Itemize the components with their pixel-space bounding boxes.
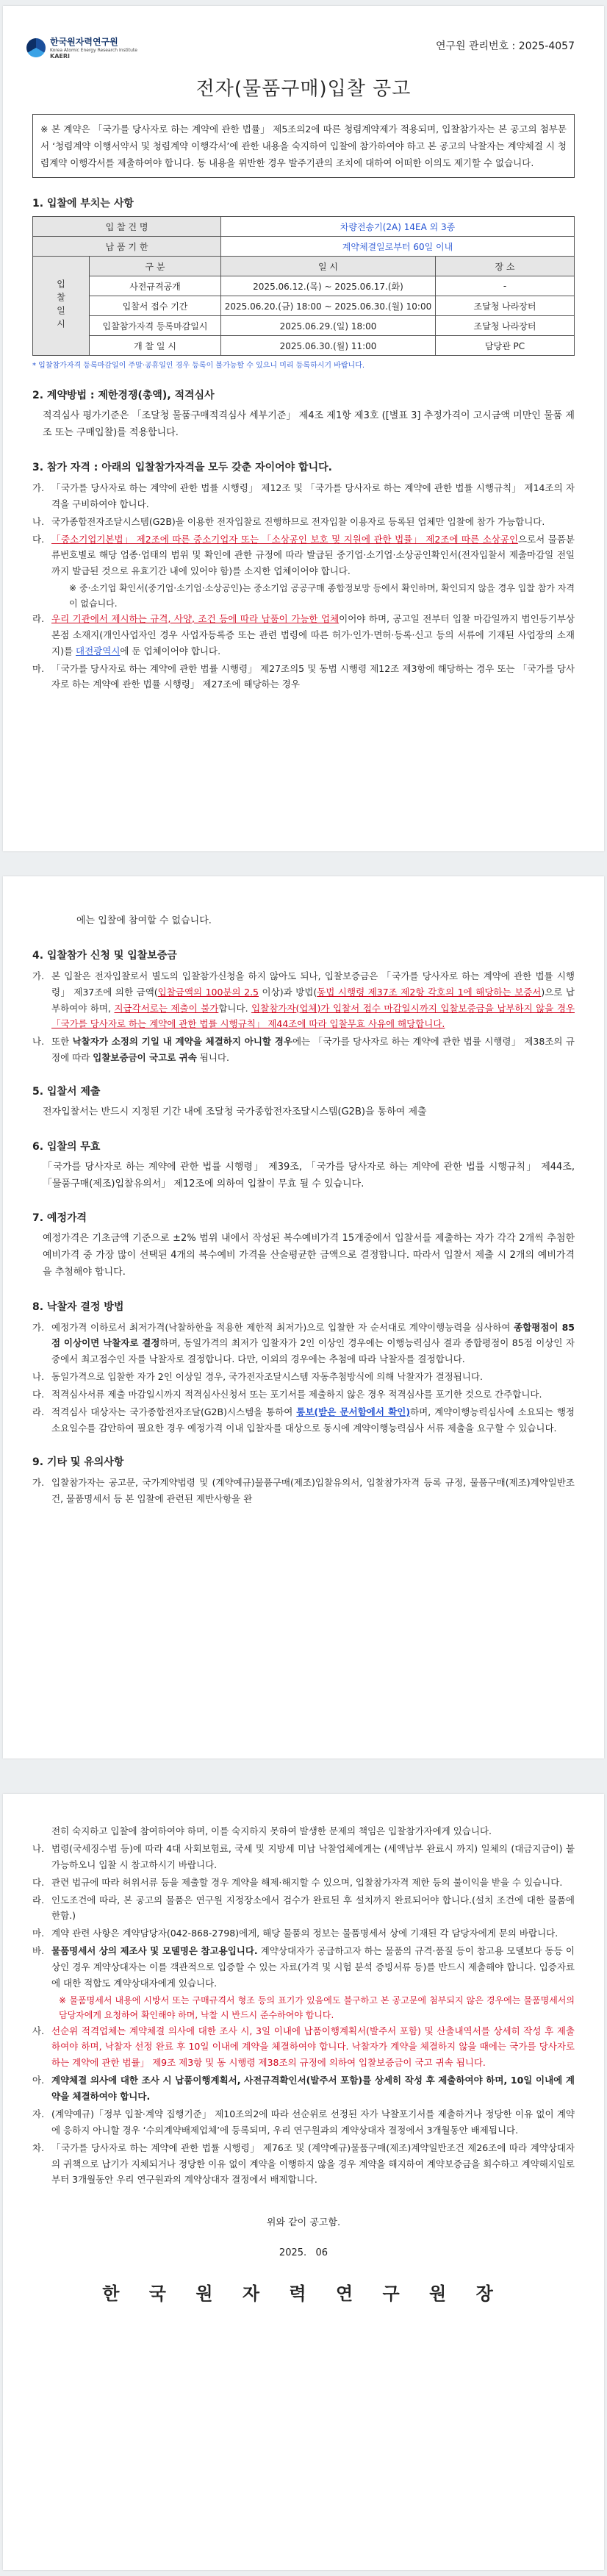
- section-8-heading: 8. 낙찰자 결정 방법: [32, 1300, 124, 1313]
- schedule-datetime: 2025.06.20.(금) 18:00 ~ 2025.06.30.(월) 10:00: [221, 296, 436, 316]
- section-8-item-na: 나. 동일가격으로 입찰한 자가 2인 이상일 경우, 국가전자조달시스템 자동추첨방식에 의해 낙찰자가 결정됩니다.: [32, 1371, 483, 1383]
- org-name-ko: 한국원자력연구원: [50, 37, 118, 47]
- closing-text: 위와 같이 공고함.: [266, 2217, 341, 2229]
- section-2-text: 적격심사 평가기준은 「조달청 물품구매적격심사 세부기준」 제4조 제1항 제3호 ([별표 3] 추정가격이 고시금액 미만인 물품 제조 또는 구매입찰)를 적용합니다.: [43, 410, 575, 439]
- spec-warning-note: ※ 물품명세서 내용에 시방서 또는 구매규격서 형조 등의 표기가 있음에도 불구하고 본 공고문에 첨부되지 않은 경우에는 물품명세서의 담당자에게 요청하여 확인해야 하며, 낙찰 시 반드시 준수하여야 합니다.: [59, 1994, 575, 2021]
- schedule-datetime: 2025.06.30.(월) 11:00: [221, 336, 436, 356]
- section-9-item-ja: 자. (계약예규)「정부 입찰·계약 집행기준」 제10조의2에 따라 선순위로 선정된 자가 낙찰포기서를 제출하거나 정당한 이유 없이 계약에 응하지 아니할 경우 ‘수의계약배제업체’에 등록되며, 우리 연구원과의 계약상대자 결정에서 3개월동안 배제됩니다.: [32, 2108, 575, 2136]
- bid-name-label: 입 찰 건 명: [33, 217, 221, 237]
- schedule-row: [33, 276, 575, 296]
- section-9-item-na: 나. 법령(국세징수법 등)에 따라 4대 사회보험료, 국세 및 지방세 미납 낙찰업체에게는 (세액납부 완료시 까지) 일체의 (대금지급이) 불가능하오니 입찰 시 참고하시기 바랍니다.: [32, 1842, 575, 1870]
- schedule-datetime: 2025.06.29.(일) 18:00: [221, 316, 436, 336]
- section-6-text: 「국가를 당사자로 하는 계약에 관한 법률 시행령」 제39조, 「국가를 당사자로 하는 계약에 관한 법률 시행규칙」 제44조, 「물품구매(제조)입찰유의서」 제12조에 의하여 입찰이 무효 될 수 있습니다.: [43, 1161, 575, 1189]
- section-3-item-na: 나. 국가종합전자조달시스템(G2B)을 이용한 전자입찰로 진행하므로 전자입찰 이용자로 등록된 업체만 입찰에 참가 가능합니다.: [32, 515, 545, 527]
- schedule-label: 입찰참가자격 등록마감일시: [90, 316, 221, 336]
- section-2-heading: 2. 계약방법 : 제한경쟁(총액), 적격심사: [32, 390, 215, 402]
- schedule-place: 조달청 나라장터: [436, 296, 575, 316]
- section-7-text: 예정가격은 기초금액 기준으로 ±2% 범위 내에서 작성된 복수예비가격 15개중에서 입찰서를 제출하는 자가 각각 2개씩 추첨한 예비가격 중 가장 많이 선택된 4개의 복수예비 가격을 산술평균한 금액으로 결정합니다. 따라서 입찰서 제출 시 2개의 예비가격을 추첨해야 합니다.: [43, 1233, 575, 1278]
- schedule-row: [33, 296, 575, 316]
- bid-info-table: [32, 216, 575, 356]
- notice-date: 2025. 06: [279, 2247, 328, 2259]
- section-5-heading: 5. 입찰서 제출: [32, 1086, 101, 1098]
- delivery-value: 계약체결일로부터 60일 이내: [221, 237, 575, 257]
- section-5-text: 전자입찰서는 반드시 지정된 기간 내에 조달청 국가종합전자조달시스템(G2B)을 통하여 제출: [43, 1106, 427, 1117]
- section-3-item-da: 다. 「중소기업기본법」 제2조에 따른 중소기업자 또는 「소상공인 보호 및 지원에 관한 법률」 제2조에 따른 소상공인으로서 물품분류번호별로 해당 업종·업태의 범위 및 확인에 관한 규정에 따라 발급된 중기업·소기업·소상공인확인서(전자입찰서 제출마감일 전일까지 발급된 것으로 유효기간 내에 있어야 함)를 소지한 업체이어야 합니다.: [32, 533, 575, 577]
- section-3-da-note: ※ 중·소기업 확인서(중기업·소기업·소상공인)는 중소기업 공공구매 종합정보망 등에서 확인하며, 확인되지 않을 경우 입찰 참가 자격이 없습니다.: [69, 583, 575, 609]
- section-3-item-ra: 라. 우리 기관에서 제시하는 규격, 사양, 조건 등에 따라 납품이 가능한 업체이어야 하며, 공고일 전부터 입찰 마감일까지 법인등기부상 본점 소재지(개인사업자인 경우 사업자등록증 또는 관련 법령에 따른 허가·인가·면허·등록·신고 등의 서류에 기재된 사업장의 소재지)를 대전광역시에 둔 업체이어야 합니다.: [32, 612, 575, 656]
- section-9-heading: 9. 기타 및 유의사항: [32, 1456, 124, 1468]
- section-9-item-ra: 라. 인도조건에 따라, 본 공고의 물품은 연구원 지정장소에서 검수가 완료된 후 설치까지 완료되어야 합니다.(설치 조건에 대한 물품에 한함.): [32, 1894, 575, 1922]
- section-9-item-a: 아. 계약체결 의사에 대한 조사 시 납품이행계획서, 사전규격확인서(발주서 포함)를 상세히 작성 후 제출하여야 하며, 10일 이내에 계약을 체결하여야 합니다.: [32, 2075, 575, 2103]
- schedule-label: 사전규격공개: [90, 276, 221, 296]
- schedule-datetime: 2025.06.12.(목) ~ 2025.06.17.(화): [221, 276, 436, 296]
- page-2: [3, 876, 604, 1759]
- section-9-item-sa: 사. 선순위 적격업체는 계약체결 의사에 대한 조사 시, 3일 이내에 납품이행계획서(발주서 포함) 및 산출내역서를 상세히 작성 후 제출하여야 하며, 낙찰자 선정 완료 후 10일 이내에 계약을 체결하여야 합니다. 낙찰자가 계약을 체결하지 않을 때에는 국가를 당사자로 하는 계약에 관한 법률」 제9조 제3항 및 동 시행령 제38조의 규정에 의하여 입찰보증금이 국고 귀속 됩니다.: [32, 2025, 575, 2069]
- schedule-row: [33, 336, 575, 356]
- kaeri-logo-icon: [26, 38, 46, 57]
- kaeri-logo: [26, 35, 137, 60]
- section-1-heading: 1. 입찰에 부치는 사항: [32, 198, 134, 210]
- schedule-row: [33, 316, 575, 336]
- section-3-heading: 3. 참가 자격 : 아래의 입찰참가자격을 모두 갖춘 자이어야 합니다.: [32, 461, 332, 473]
- col-datetime: 일 시: [221, 257, 436, 276]
- schedule-place: 조달청 나라장터: [436, 316, 575, 336]
- schedule-label: 개 찰 일 시: [90, 336, 221, 356]
- col-place: 장 소: [436, 257, 575, 276]
- section-4-heading: 4. 입찰참가 신청 및 입찰보증금: [32, 949, 177, 962]
- section-6-heading: 6. 입찰의 무효: [32, 1140, 101, 1153]
- section-7-heading: 7. 예정가격: [32, 1212, 87, 1225]
- section-9-item-ma: 마. 계약 관련 사항은 계약담당자(042-868-2798)에게, 해당 물품의 정보는 물품명세서 상에 기재된 각 담당자에게 문의 바랍니다.: [32, 1928, 558, 1939]
- section-4-item-na: 나. 또한 낙찰자가 소정의 기일 내 계약을 체결하지 아니할 경우에는 「국가를 당사자로 하는 계약에 관한 법률 시행령」 제38조의 규정에 따라 입찰보증금이 국고로 귀속 됩니다.: [32, 1036, 575, 1064]
- schedule-label: 입찰서 접수 기간: [90, 296, 221, 316]
- section-8-item-ra: 라. 적격심사 대상자는 국가종합전자조달(G2B)시스템을 통하여 통보(받은 문서함에서 확인)하며, 계약이행능력심사에 소요되는 행정소요일수를 감안하여 필요한 경우 예정가격 이내 입찰자를 대상으로 동시에 계약이행능력심사 서류 제출을 요구할 수 있습니다.: [32, 1406, 575, 1434]
- section-3-item-ma: 마. 「국가를 당사자로 하는 계약에 관한 법률 시행령」 제27조의5 및 동법 시행령 제12조 제3항에 해당하는 경우 또는 「국가를 당사자로 하는 계약에 관한 법률 시행령」 제27조에 해당하는 경우: [32, 662, 575, 690]
- section-9-item-ba: 바. 물품명세서 상의 제조사 및 모델명은 참고용입니다. 계약상대자가 공급하고자 하는 물품의 규격·품질 등이 참고용 모델보다 동등 이상인 경우 계약상대자는 이를 객관적으로 입증할 수 있는 자료(가격 및 시험 분석 증빙서류 등)를 반드시 제출해야 합니다. 입증자료에 대한 적합도 계약상대자에게 있습니다.: [32, 1945, 575, 1989]
- section-9-item-ga: 가. 입찰참가자는 공고문, 국가계약법령 및 (계약예규)물품구매(제조)입찰유의서, 입찰참가자격 등록 규정, 물품구매(제조)계약일반조건, 물품명세서 등 본 입찰에 관련된 제반사항을 완: [32, 1476, 575, 1504]
- page-title: 전자(물품구매)입찰 공고: [195, 78, 412, 100]
- schedule-group-label: 입찰일시: [33, 257, 90, 356]
- page-2-continuation: 에는 입찰에 참여할 수 없습니다.: [76, 915, 212, 926]
- page-3-continuation: 전히 숙지하고 입찰에 참여하여야 하며, 이를 숙지하지 못하여 발생한 문제의 책임은 입찰참가자에게 있습니다.: [51, 1825, 492, 1836]
- table-footnote: * 입찰참가자격 등록마감일이 주말·공휴일인 경우 등록이 불가능할 수 있으니 미리 등록하시기 바랍니다.: [32, 362, 365, 371]
- integrity-warning-box: ※ 본 계약은 「국가를 당사자로 하는 계약에 관한 법률」 제5조의2에 따른 청렴계약제가 적용되며, 입찰참가자는 본 공고의 첨부문서 ‘청렴계약 이행서약서 및 청렴계약 이행각서’에 관한 내용을 숙지하여 입찰에 참가하여야 하고 본 공고의 낙찰자는 계약체결 시 청렴계약 이행각서를 제출하여야 합니다. 동 내용을 위반한 경우 발주기관의 조치에 대하여 어떠한 이의도 제기할 수 없습니다.: [32, 114, 575, 178]
- section-9-item-cha: 차. 「국가를 당사자로 하는 계약에 관한 법률 시행령」 제76조 및 (계약예규)물품구매(제조)계약일반조건 제26조에 따라 계약상대자의 귀책으로 납기가 지체되거나 정당한 이유 없이 계약을 이행하지 않을 경우 계약을 해지하여 계약보증금을 회수하고 계약해지일로부터 3개월동안 우리 연구원과의 계약상대자 결정에서 배제합니다.: [32, 2142, 575, 2186]
- col-gubun: 구 분: [90, 257, 221, 276]
- delivery-label: 납 품 기 한: [33, 237, 221, 257]
- page-1: [3, 6, 604, 851]
- logo-text: KAERI: [50, 53, 70, 60]
- page-header: [3, 6, 604, 60]
- section-9-item-da: 다. 관련 법규에 따라 허위서류 등을 제출할 경우 계약을 해제·해지할 수 있으며, 입찰참가자격 제한 등의 불이익을 받을 수 있습니다.: [32, 1876, 563, 1888]
- bid-name-value: 차량전송기(2A) 14EA 외 3종: [221, 217, 575, 237]
- section-8-item-da: 다. 적격심사서류 제출 마감일시까지 적격심사신청서 또는 포기서를 제출하지 않은 경우 적격심사를 포기한 것으로 간주합니다.: [32, 1389, 542, 1400]
- signature-line: 한 국 원 자 력 연 구 원 장: [102, 2283, 505, 2305]
- org-name-en: Korea Atomic Energy Research Institute: [50, 48, 137, 53]
- section-3-item-ga: 가. 「국가를 당사자로 하는 계약에 관한 법률 시행령」 제12조 및 「국가를 당사자로 하는 계약에 관한 법률 시행규칙」 제14조의 자격을 구비하여야 합니다.: [32, 482, 575, 509]
- page-3: [3, 1794, 604, 2570]
- schedule-place: 담당관 PC: [436, 336, 575, 356]
- schedule-place: -: [436, 276, 575, 296]
- section-4-item-ga: 가. 본 입찰은 전자입찰로서 별도의 입찰참가신청을 하지 않아도 되나, 입찰보증금은 「국가를 당사자로 하는 계약에 관한 법률 시행령」 제37조에 의한 금액(입찰금액의 100분의 2.5 이상)과 방법(동법 시행령 제37조 제2항 각호의 1에 해당하는 보증서)으로 납부하여야 하며, 지급각서로는 제출이 불가합니다. 입찰참가자(업체)가 입찰서 접수 마감일시까지 입찰보증금을 납부하지 않을 경우 「국가를 당사자로 하는 계약에 관한 법률 시행규칙」 제44조에 따라 입찰무효 사유에 해당합니다.: [32, 970, 575, 1030]
- notice-number: 연구원 관리번호 : 2025-4057: [435, 40, 575, 52]
- section-8-item-ga: 가. 예정가격 이하로서 최저가격(낙찰하한율 적용한 제한적 최저가)으로 입찰한 자 순서대로 계약이행능력을 심사하여 종합평점이 85점 이상이면 낙찰자로 결정하며, 동일가격의 최저가 입찰자가 2인 이상인 경우에는 이행능력심사 결과 종합평점이 85점 이상인 자 중에서 최고점수인 자를 낙찰자로 결정합니다. 다만, 이외의 경우에는 추첨에 따라 낙찰자를 결정합니다.: [32, 1321, 575, 1365]
